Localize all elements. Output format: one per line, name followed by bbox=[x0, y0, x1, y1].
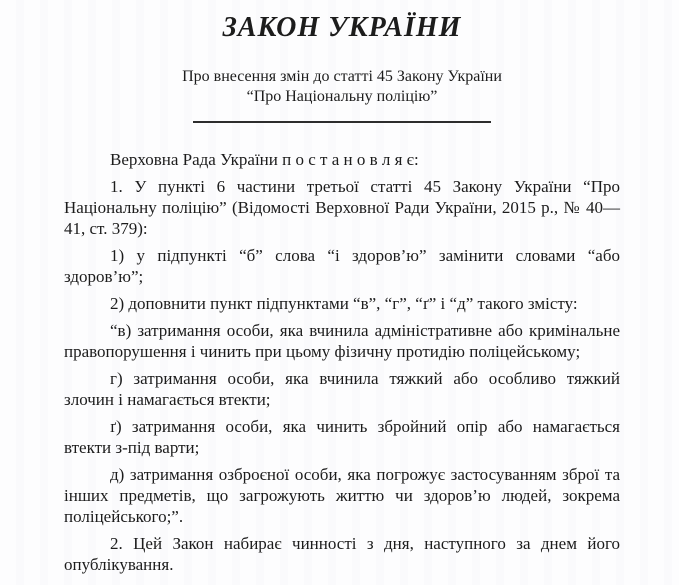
paragraph-subpoint-g: ґ) затримання особи, яка чинить збройний опір або намагається втекти з-під варти; bbox=[64, 417, 620, 457]
paragraph-item-1: 1. У пункті 6 частини третьої статті 45 Закону України “Про Національну поліцію” (Відомості Верховної Ради України, 2015 р., № 40—41, ст. 379): bbox=[64, 177, 620, 238]
document-title: ЗАКОН УКРАЇНИ bbox=[222, 12, 462, 43]
paragraph-subpoint-h: г) затримання особи, яка вчинила тяжкий або особливо тяжкий злочин і намагається втекти; bbox=[64, 369, 620, 409]
horizontal-rule bbox=[193, 121, 491, 123]
paragraph-subpoint-d: д) затримання озброєної особи, яка погрожує застосуванням зброї та інших предметів, що загрожують життю чи здоров’ю людей, зокрема поліцейського;”. bbox=[64, 465, 620, 526]
document-subtitle bbox=[64, 67, 620, 107]
paragraph-item-2: 2. Цей Закон набирає чинності з дня, наступного за днем його опублікування. bbox=[64, 534, 620, 574]
preamble-enactment-clause: Верховна Рада України п о с т а н о в л я є: bbox=[110, 150, 419, 169]
subtitle-line-1: Про внесення змін до статті 45 Закону України bbox=[182, 68, 502, 85]
paragraph-subpoint-v: “в) затримання особи, яка вчинила адміністративне або кримінальне правопорушення і чинить при цьому фізичну протидію поліцейському; bbox=[64, 321, 620, 361]
subtitle-line-2: “Про Національну поліцію” bbox=[246, 88, 438, 105]
paragraph-subitem-1: 1) у підпункті “б” слова “і здоров’ю” замінити словами “або здоров’ю”; bbox=[64, 246, 620, 286]
paragraph-subitem-2: 2) доповнити пункт підпунктами “в”, “г”, “ґ” і “д” такого змісту: bbox=[110, 294, 578, 313]
document-body bbox=[64, 176, 620, 575]
